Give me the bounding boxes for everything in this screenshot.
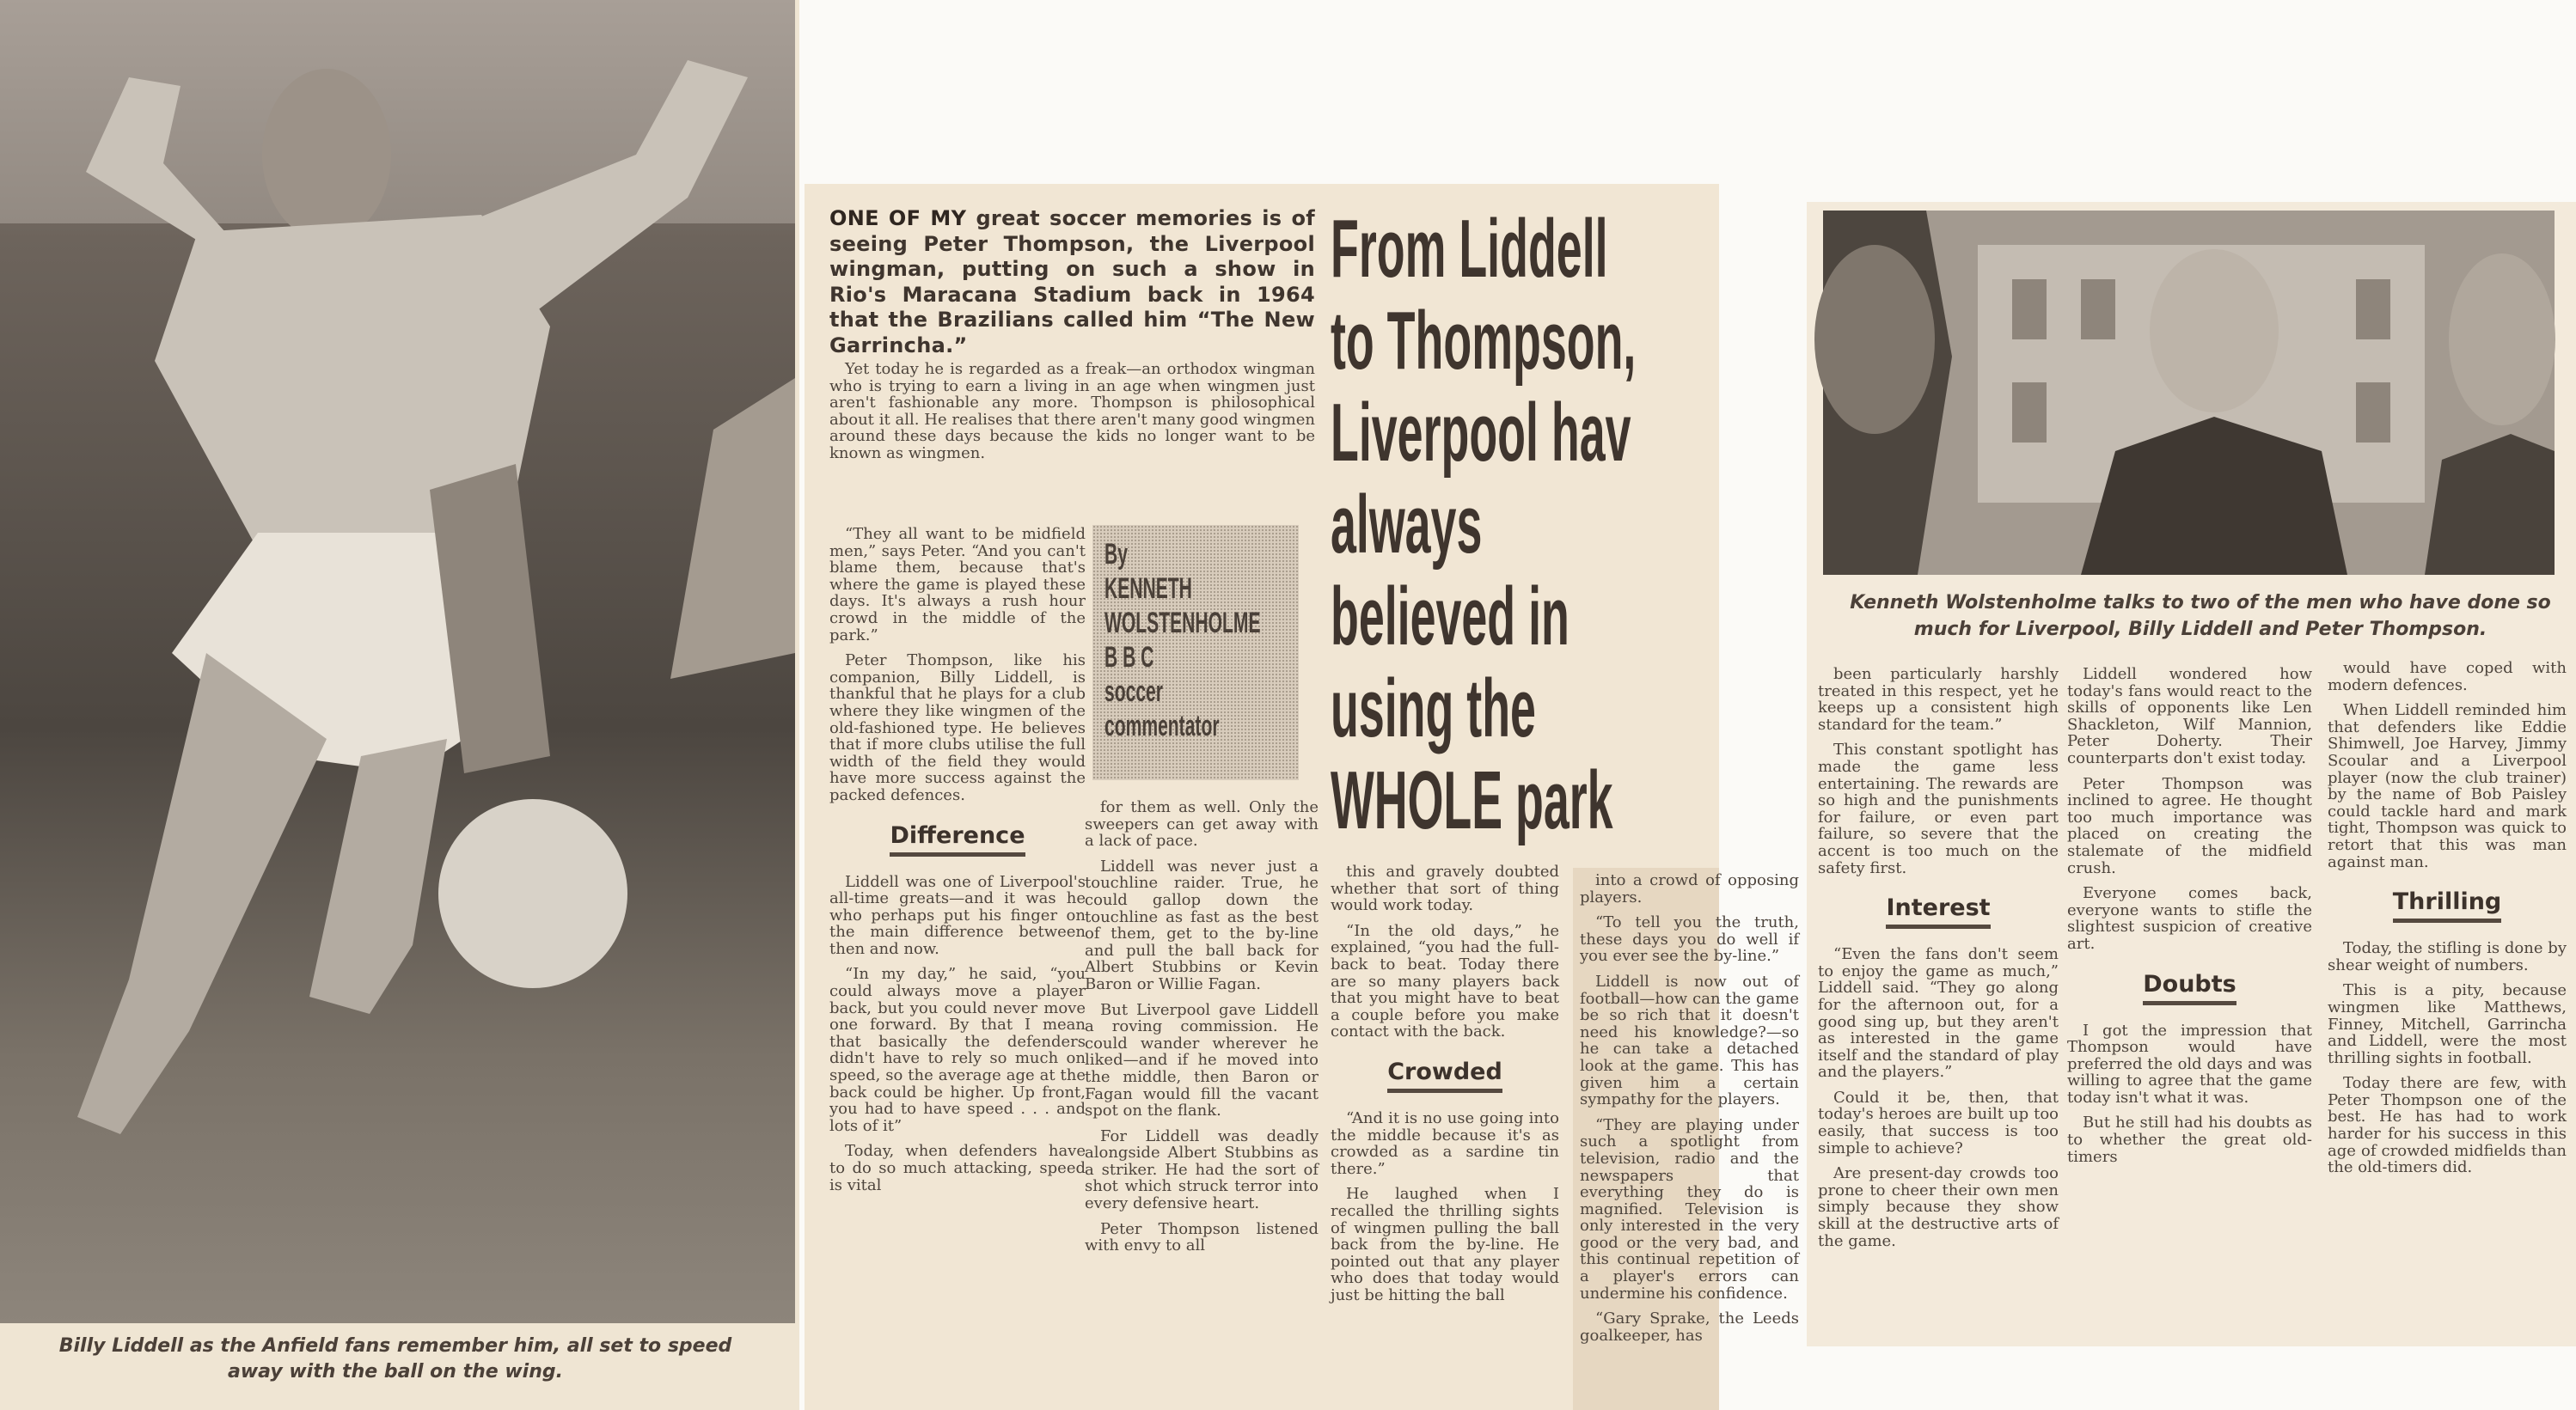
paragraph: would have coped with modern defences. bbox=[2328, 659, 2567, 694]
paragraph: But Liverpool gave Liddell a roving commission. He could wander wherever he liked—and if he moved into the middle, then Baron or Fagan would fill the vacant spot on the flank. bbox=[1085, 1000, 1319, 1120]
paragraph: Liddell was one of Liverpool's all-time greats—and it was he who perhaps put his finger on the main difference between then and now. bbox=[829, 872, 1086, 958]
subheading-text: Crowded bbox=[1387, 1059, 1502, 1093]
paragraph: When Liddell reminded him that defenders like Eddie Shimwell, Joe Harvey, Jimmy Scoular and a Liverpool player (now the club trainer) by the name of Bob Paisley could tackle hard and mark tight, Thompson was quick to retort that this was man against man. bbox=[2328, 701, 2567, 871]
paragraph: This constant spotlight has made the game less entertaining. The rewards are so high and the punishments for failure, or even part failure, so severe that the accent is too much on the safety first. bbox=[1818, 741, 2059, 877]
paragraph: Liddell wondered how today's fans would react to the skills of opponents like Len Shackleton, Wilf Mannion, Peter Doherty. Their counterparts don't exist today. bbox=[2067, 665, 2312, 767]
intro-text: great soccer memories is of seeing Peter Thompson, the Liverpool wingman, putting on such a show in Rio's Maracana Stadium back in 1964 that the Brazilians called him “The New Garrincha.” bbox=[829, 206, 1316, 357]
paragraph: “In the old days,” he explained, “you had the full-back to beat. Today there are so many players back that you might have to beat a couple before you make contact with the back. bbox=[1331, 921, 1559, 1041]
byline-line: By bbox=[1104, 538, 1128, 571]
photo-billy-liddell bbox=[0, 0, 795, 1323]
paragraph: Peter Thompson was inclined to agree. He thought too much importance was placed on creating the stalemate of the midfield crush. bbox=[2067, 774, 2312, 877]
column-right-2 bbox=[2067, 666, 2312, 1174]
paragraph: He laughed when I recalled the thrilling sights of wingmen pulling the ball back from the by-line. He pointed out that any player who does that today would just be hitting the ball bbox=[1331, 1185, 1559, 1304]
paragraph: Today there are few, with Peter Thompson one of the best. He has had to work harder for his success in this age of crowded midfields than the old-timers did. bbox=[2328, 1074, 2567, 1177]
byline-line: WOLSTENHOLME bbox=[1104, 607, 1261, 639]
paragraph: “Gary Sprake, the Leeds goalkeeper, has bbox=[1580, 1309, 1799, 1345]
paragraph: been particularly harshly treated in this respect, yet he keeps up a consistent high standard for the team.” bbox=[1818, 665, 2059, 734]
paragraph: This is a pity, because wingmen like Matthews, Finney, Mitchell, Garrincha and Liddell, were the most thrilling sights in football. bbox=[2328, 981, 2567, 1067]
paragraph: Liddell is now out of football—how can the game be so rich that it doesn't need his knowledge?—so he can take a detached look at the game. This has given him a certain sympathy for the players. bbox=[1580, 972, 1799, 1109]
headline-line: Liverpool hav bbox=[1331, 387, 1631, 479]
article-intro bbox=[829, 206, 1315, 358]
paragraph: “Even the fans don't seem to enjoy the game as much,” Liddell said. “They go along for the afternoon out, for a good sing up, but they aren't as interested in the game itself and the standard of play and the players.” bbox=[1818, 945, 2059, 1082]
byline-line: B B C bbox=[1104, 641, 1154, 674]
headline-line: believed in bbox=[1331, 571, 1569, 662]
football bbox=[438, 799, 627, 988]
paragraph: Liddell was never just a touchline raider. True, he could gallop down the touchline as fast as the best of them, get to the by-line and pull the ball back for Albert Stubbins or Kevin Baron or Willie Fagan. bbox=[1085, 857, 1319, 993]
paragraph: “In my day,” he said, “you could always move a player back, but you could never move one forward. By that I mean that basically the defenders didn't have to rely so much on speed, so the average age at the back could be higher. Up front, you had to have speed . . . and lots of it” bbox=[829, 965, 1086, 1135]
headline-line: WHOLE park bbox=[1331, 754, 1613, 846]
subheading bbox=[2067, 972, 2312, 1005]
paragraph: Today, the stifling is done by shear weight of numbers. bbox=[2328, 939, 2567, 974]
paragraph: for them as well. Only the sweepers can get away with a lack of pace. bbox=[1085, 798, 1319, 851]
subheading-text: Difference bbox=[890, 823, 1025, 857]
subheading bbox=[829, 823, 1086, 857]
column-a bbox=[829, 526, 1086, 1202]
paragraph: Peter Thompson listened with envy to all bbox=[1085, 1219, 1319, 1255]
byline-line: soccer bbox=[1104, 675, 1163, 708]
column-d-cropped bbox=[1580, 871, 1799, 1410]
column-c bbox=[1331, 864, 1559, 1312]
paragraph: into a crowd of opposing players. bbox=[1580, 871, 1799, 906]
person-centre-head bbox=[2150, 249, 2279, 412]
photo-caption: Kenneth Wolstenholme talks to two of the men who have done so much for Liverpool, Billy Liddell and Peter Thompson. bbox=[1850, 592, 2551, 640]
column-right-3 bbox=[2328, 660, 2567, 1185]
paragraph: “To tell you the truth, these days you do well if you ever see the by-line.” bbox=[1580, 913, 1799, 966]
paragraph: Could it be, then, that today's heroes are built up too easily, that success is too simple to achieve? bbox=[1818, 1088, 2059, 1157]
column-d bbox=[1580, 872, 1799, 1352]
person-right-head bbox=[2449, 253, 2555, 425]
headline-line: From Liddell bbox=[1331, 203, 1608, 295]
paragraph: For Liddell was deadly alongside Albert Stubbins as a striker. He had the sort of shot which struck terror into every defensive heart. bbox=[1085, 1126, 1319, 1213]
subheading-text: Thrilling bbox=[2393, 889, 2502, 923]
paragraph: I got the impression that Thompson would have preferred the old days and was willing to agree that the game today isn't what it was. bbox=[2067, 1021, 2312, 1107]
paragraph: Peter Thompson, like his companion, Billy Liddell, is thankful that he plays for a club where they like wingmen of the old-fashioned type. He believes that if more clubs utilise the full width of the field they would have more success against the packed defences. bbox=[829, 651, 1086, 804]
subheading-text: Doubts bbox=[2143, 972, 2236, 1005]
byline-line: KENNETH bbox=[1104, 572, 1192, 605]
lead-paragraph bbox=[829, 361, 1315, 471]
lead-text: Yet today he is regarded as a freak—an orthodox wingman who is trying to earn a living in an age when wingmen just aren't fashionable any more. Thompson is philosophical about it all. He realises that there aren't many good wingmen around these days because the kids no longer want to be known as wingmen. bbox=[829, 360, 1315, 462]
intro-caps: ONE OF MY bbox=[829, 206, 967, 230]
column-right-1 bbox=[1818, 666, 2059, 1258]
paragraph: “They all want to be midfield men,” says Peter. “And you can't blame them, because that's where the game is played these days. It's always a rush hour crowd in the middle of the park.” bbox=[829, 525, 1086, 644]
byline-line: commentator bbox=[1104, 710, 1220, 742]
paragraph: But he still had his doubts as to whether the great old-timers bbox=[2067, 1114, 2312, 1166]
paragraph: Everyone comes back, everyone wants to stifle the slightest suspicion of creative art. bbox=[2067, 884, 2312, 953]
photo-caption: Billy Liddell as the Anfield fans remember him, all set to speed away with the ball on the wing. bbox=[58, 1335, 732, 1383]
byline-box bbox=[1092, 525, 1299, 780]
column-b bbox=[1085, 799, 1319, 1263]
subheading bbox=[1818, 895, 2059, 929]
left-clipping bbox=[0, 0, 799, 1410]
subheading-text: Interest bbox=[1886, 895, 1990, 929]
headline-line: using the bbox=[1331, 662, 1536, 754]
headline bbox=[1331, 203, 1726, 856]
paragraph: “They are playing under such a spotlight from television, radio and the newspapers that everything they do is magnified. Television is only interested in the very good or the very bad, and this continual repetition of a player's errors can undermine his confidence. bbox=[1580, 1115, 1799, 1303]
headline-line: always bbox=[1331, 479, 1483, 571]
subheading bbox=[2328, 889, 2567, 923]
paragraph: Today, when defenders have to do so much attacking, speed is vital bbox=[829, 1142, 1086, 1194]
subheading bbox=[1331, 1059, 1559, 1093]
photo-wolstenholme-liddell-thompson bbox=[1823, 211, 2555, 575]
paragraph: “And it is no use going into the middle because it's as crowded as a sardine tin there.” bbox=[1331, 1108, 1559, 1178]
headline-line: to Thompson, bbox=[1331, 295, 1637, 387]
paragraph: Are present-day crowds too prone to cheer their own men simply because they show skill at the destructive arts of the game. bbox=[1818, 1164, 2059, 1250]
paragraph: this and gravely doubted whether that sort of thing would work today. bbox=[1331, 863, 1559, 915]
